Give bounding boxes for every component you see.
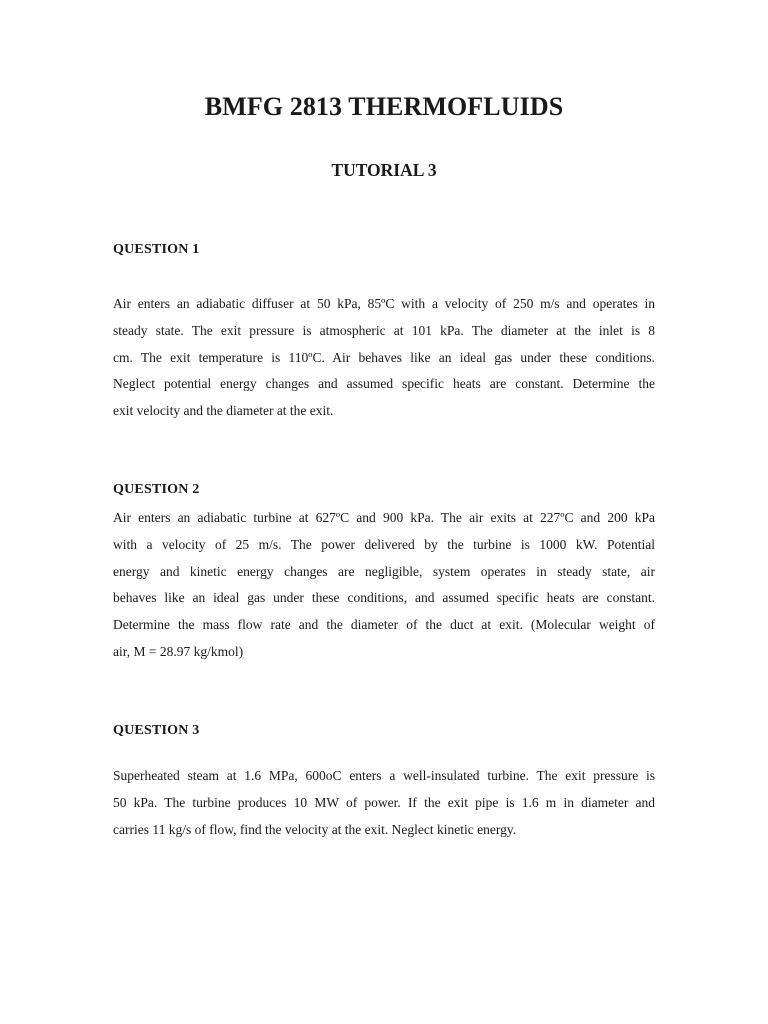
question-3-line: carries 11 kg/s of flow, find the velocity at the exit. Neglect kinetic energy. [113,821,517,837]
question-2-text [113,505,655,666]
document-title: BMFG 2813 THERMOFLUIDS [204,92,564,121]
question-1-line: Neglect potential energy changes and assumed specific heats are constant. Determine the [113,376,655,392]
question-3-text [113,763,655,843]
question-1-line: cm. The exit temperature is 110ºC. Air behaves like an ideal gas under these conditions. [113,349,655,365]
question-2-line: behaves like an ideal gas under these conditions, and assumed specific heats are constant. [113,590,655,606]
question-1-line: exit velocity and the diameter at the exit. [113,403,334,419]
question-1-line: Air enters an adiabatic diffuser at 50 kPa, 85ºC with a velocity of 250 m/s and operates in [113,296,655,311]
question-2-line: Air enters an adiabatic turbine at 627ºC and 900 kPa. The air exits at 227ºC and 200 kPa [113,510,655,525]
question-1-heading: QUESTION 1 [113,242,200,257]
question-1-text [113,291,655,425]
question-3-line: 50 kPa. The turbine produces 10 MW of power. If the exit pipe is 1.6 m in diameter and [113,794,655,810]
question-2-line: Determine the mass flow rate and the diameter of the duct at exit. (Molecular weight of [113,617,655,633]
question-1-line: steady state. The exit pressure is atmospheric at 101 kPa. The diameter at the inlet is 8 [113,322,655,338]
question-3-heading: QUESTION 3 [113,723,200,738]
question-2-line: energy and kinetic energy changes are negligible, system operates in steady state, air [113,563,655,579]
question-2-heading: QUESTION 2 [113,482,200,497]
question-3-line: Superheated steam at 1.6 MPa, 600oC enters a well-insulated turbine. The exit pressure is [113,768,655,783]
question-2-line: air, M = 28.97 kg/kmol) [113,643,244,659]
document-subtitle: TUTORIAL 3 [331,160,437,180]
question-2-line: with a velocity of 25 m/s. The power delivered by the turbine is 1000 kW. Potential [113,536,655,552]
